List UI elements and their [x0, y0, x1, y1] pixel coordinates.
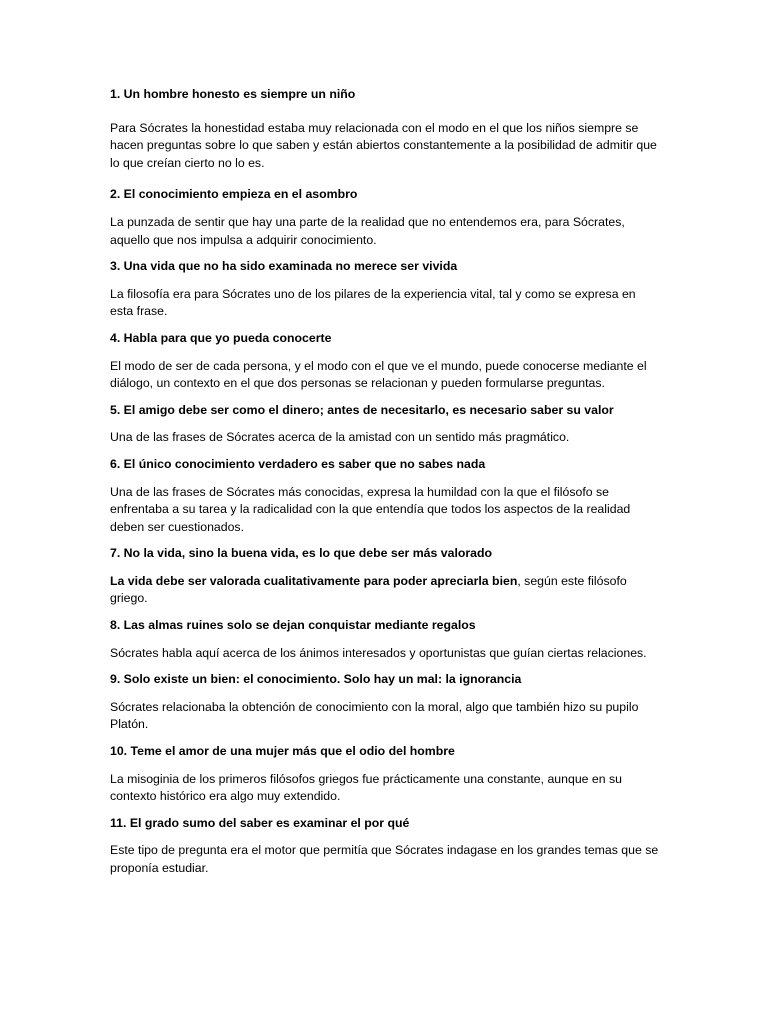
- section-paragraph-11: Este tipo de pregunta era el motor que permitía que Sócrates indagase en los grandes temas que se proponía estudiar.: [110, 843, 659, 875]
- section-paragraph-7: [110, 573, 660, 608]
- section-heading-2: 2. El conocimiento empieza en el asombro: [110, 187, 358, 202]
- section-paragraph-5: Una de las frases de Sócrates acerca de la amistad con un sentido más pragmático.: [110, 430, 570, 445]
- section-heading-11: 11. El grado sumo del saber es examinar el por qué: [110, 815, 410, 830]
- section-heading-9: 9. Solo existe un bien: el conocimiento. Solo hay un mal: la ignorancia: [110, 672, 522, 687]
- document-page: [110, 86, 660, 887]
- section-heading-3: 3. Una vida que no ha sido examinada no merece ser vivida: [110, 259, 458, 274]
- section-paragraph-8: Sócrates habla aquí acerca de los ánimos interesados y oportunistas que guían ciertas relaciones.: [110, 645, 647, 660]
- section-heading-4: 4. Habla para que yo pueda conocerte: [110, 330, 332, 345]
- section-heading-8: 8. Las almas ruines solo se dejan conquistar mediante regalos: [110, 618, 476, 633]
- section-paragraph-3: La filosofía era para Sócrates uno de los pilares de la experiencia vital, tal y como se expresa en esta frase.: [110, 286, 636, 319]
- section-heading-10: 10. Teme el amor de una mujer más que el odio del hombre: [110, 744, 455, 759]
- section-paragraph-1: Para Sócrates la honestidad estaba muy relacionada con el modo en el que los niños siempre se hacen preguntas sobre lo que saben y están abiertos constantemente a la posibilidad de admitir que lo que creían cierto no lo es.: [110, 120, 657, 170]
- section-paragraph-7-bold: La vida debe ser valorada cualitativamente para poder apreciarla bien: [110, 573, 518, 588]
- section-paragraph-10: La misoginia de los primeros filósofos griegos fue prácticamente una constante, aunque en su contexto histórico era algo muy extendido.: [110, 771, 622, 804]
- section-paragraph-7-rest: , según este filósofo griego.: [110, 573, 627, 606]
- section-heading-1: 1. Un hombre honesto es siempre un niño: [110, 87, 356, 101]
- section-paragraph-4: El modo de ser de cada persona, y el modo con el que ve el mundo, puede conocerse mediante el diálogo, un contexto en el que dos personas se relacionan y pueden formularse preguntas.: [110, 358, 647, 391]
- section-heading-7: 7. No la vida, sino la buena vida, es lo que debe ser más valorado: [110, 546, 493, 561]
- section-heading-5: 5. El amigo debe ser como el dinero; antes de necesitarlo, es necesario saber su valor: [110, 402, 614, 417]
- section-paragraph-2: La punzada de sentir que hay una parte de la realidad que no entendemos era, para Sócrates, aquello que nos impulsa a adquirir conocimiento.: [110, 214, 625, 247]
- section-paragraph-9: Sócrates relacionaba la obtención de conocimiento con la moral, algo que también hizo su pupilo Platón.: [110, 699, 639, 732]
- section-heading-6: 6. El único conocimiento verdadero es saber que no sabes nada: [110, 456, 486, 471]
- section-paragraph-6: Una de las frases de Sócrates más conocidas, expresa la humildad con la que el filósofo se enfrentaba a su tarea y la radicalidad con la que entendía que todos los aspectos de la realidad deben ser cuestionados.: [110, 484, 631, 534]
